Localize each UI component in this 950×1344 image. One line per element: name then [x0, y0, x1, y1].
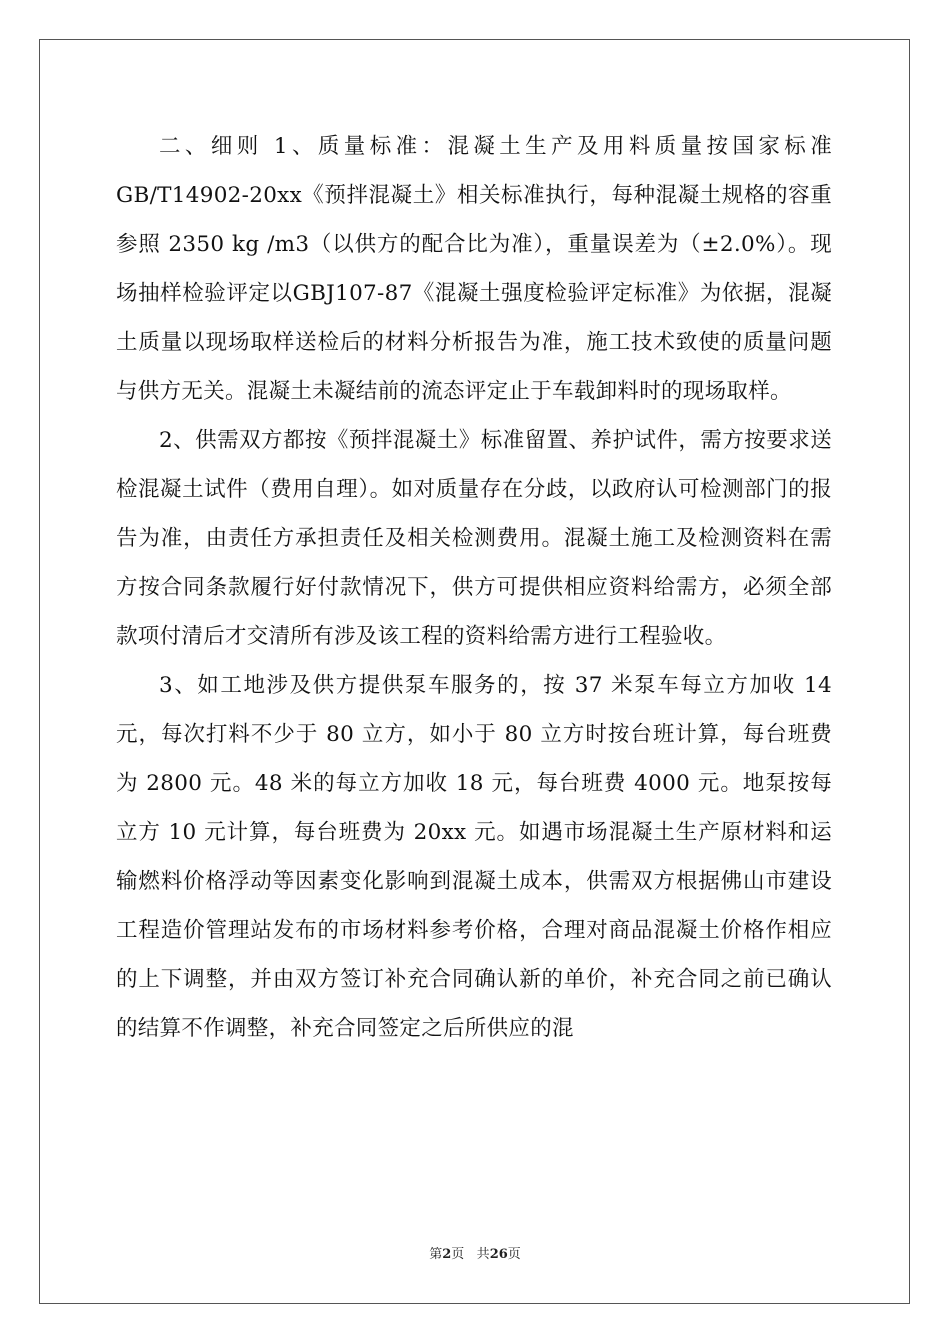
- footer-total-pages: 26: [489, 1247, 508, 1262]
- footer-total-suffix: 页: [507, 1247, 521, 1262]
- page-footer: [0, 1243, 950, 1262]
- footer-total-prefix: 共: [476, 1247, 490, 1262]
- footer-page-suffix: 页: [451, 1247, 465, 1262]
- paragraph-pump-truck-fees: 3、如工地涉及供方提供泵车服务的，按 37 米泵车每立方加收 14 元，每次打料不少于 80 立方，如小于 80 立方时按台班计算，每台班费为 2800 元。48 米的每立方加收 18 元，每台班费 4000 元。地泵按每立方 10 元计算，每台班费为 20xx 元。如遇市场混凝土生产原材料和运输燃料价格浮动等因素变化影响到混凝土成本，供需双方根据佛山市建设工程造价管理站发布的市场材料参考价格，合理对商品混凝土价格作相应的上下调整，并由双方签订补充合同确认新的单价，补充合同之前已确认的结算不作调整，补充合同签定之后所供应的混: [116, 673, 832, 1041]
- document-body: [116, 122, 832, 1053]
- paragraph-test-specimens: 2、供需双方都按《预拌混凝土》标准留置、养护试件，需方按要求送检混凝土试件（费用自理）。如对质量存在分歧，以政府认可检测部门的报告为准，由责任方承担责任及相关检测费用。混凝土施工及检测资料在需方按合同条款履行好付款情况下，供方可提供相应资料给需方，必须全部款项付清后才交清所有涉及该工程的资料给需方进行工程验收。: [116, 428, 832, 649]
- footer-prefix: 第: [429, 1247, 443, 1262]
- footer-page-number: 2: [442, 1247, 452, 1262]
- paragraph-quality-standard: 二、细则 1、质量标准：混凝土生产及用料质量按国家标准GB/T14902-20xx《预拌混凝土》相关标准执行，每种混凝土规格的容重参照 2350 kg /m3（以供方的配合比为准），重量误差为（±2.0%）。现场抽样检验评定以GBJ107-87《混凝土强度检验评定标准》为依据，混凝土质量以现场取样送检后的材料分析报告为准，施工技术致使的质量问题与供方无关。混凝土未凝结前的流态评定止于车载卸料时的现场取样。: [116, 134, 832, 404]
